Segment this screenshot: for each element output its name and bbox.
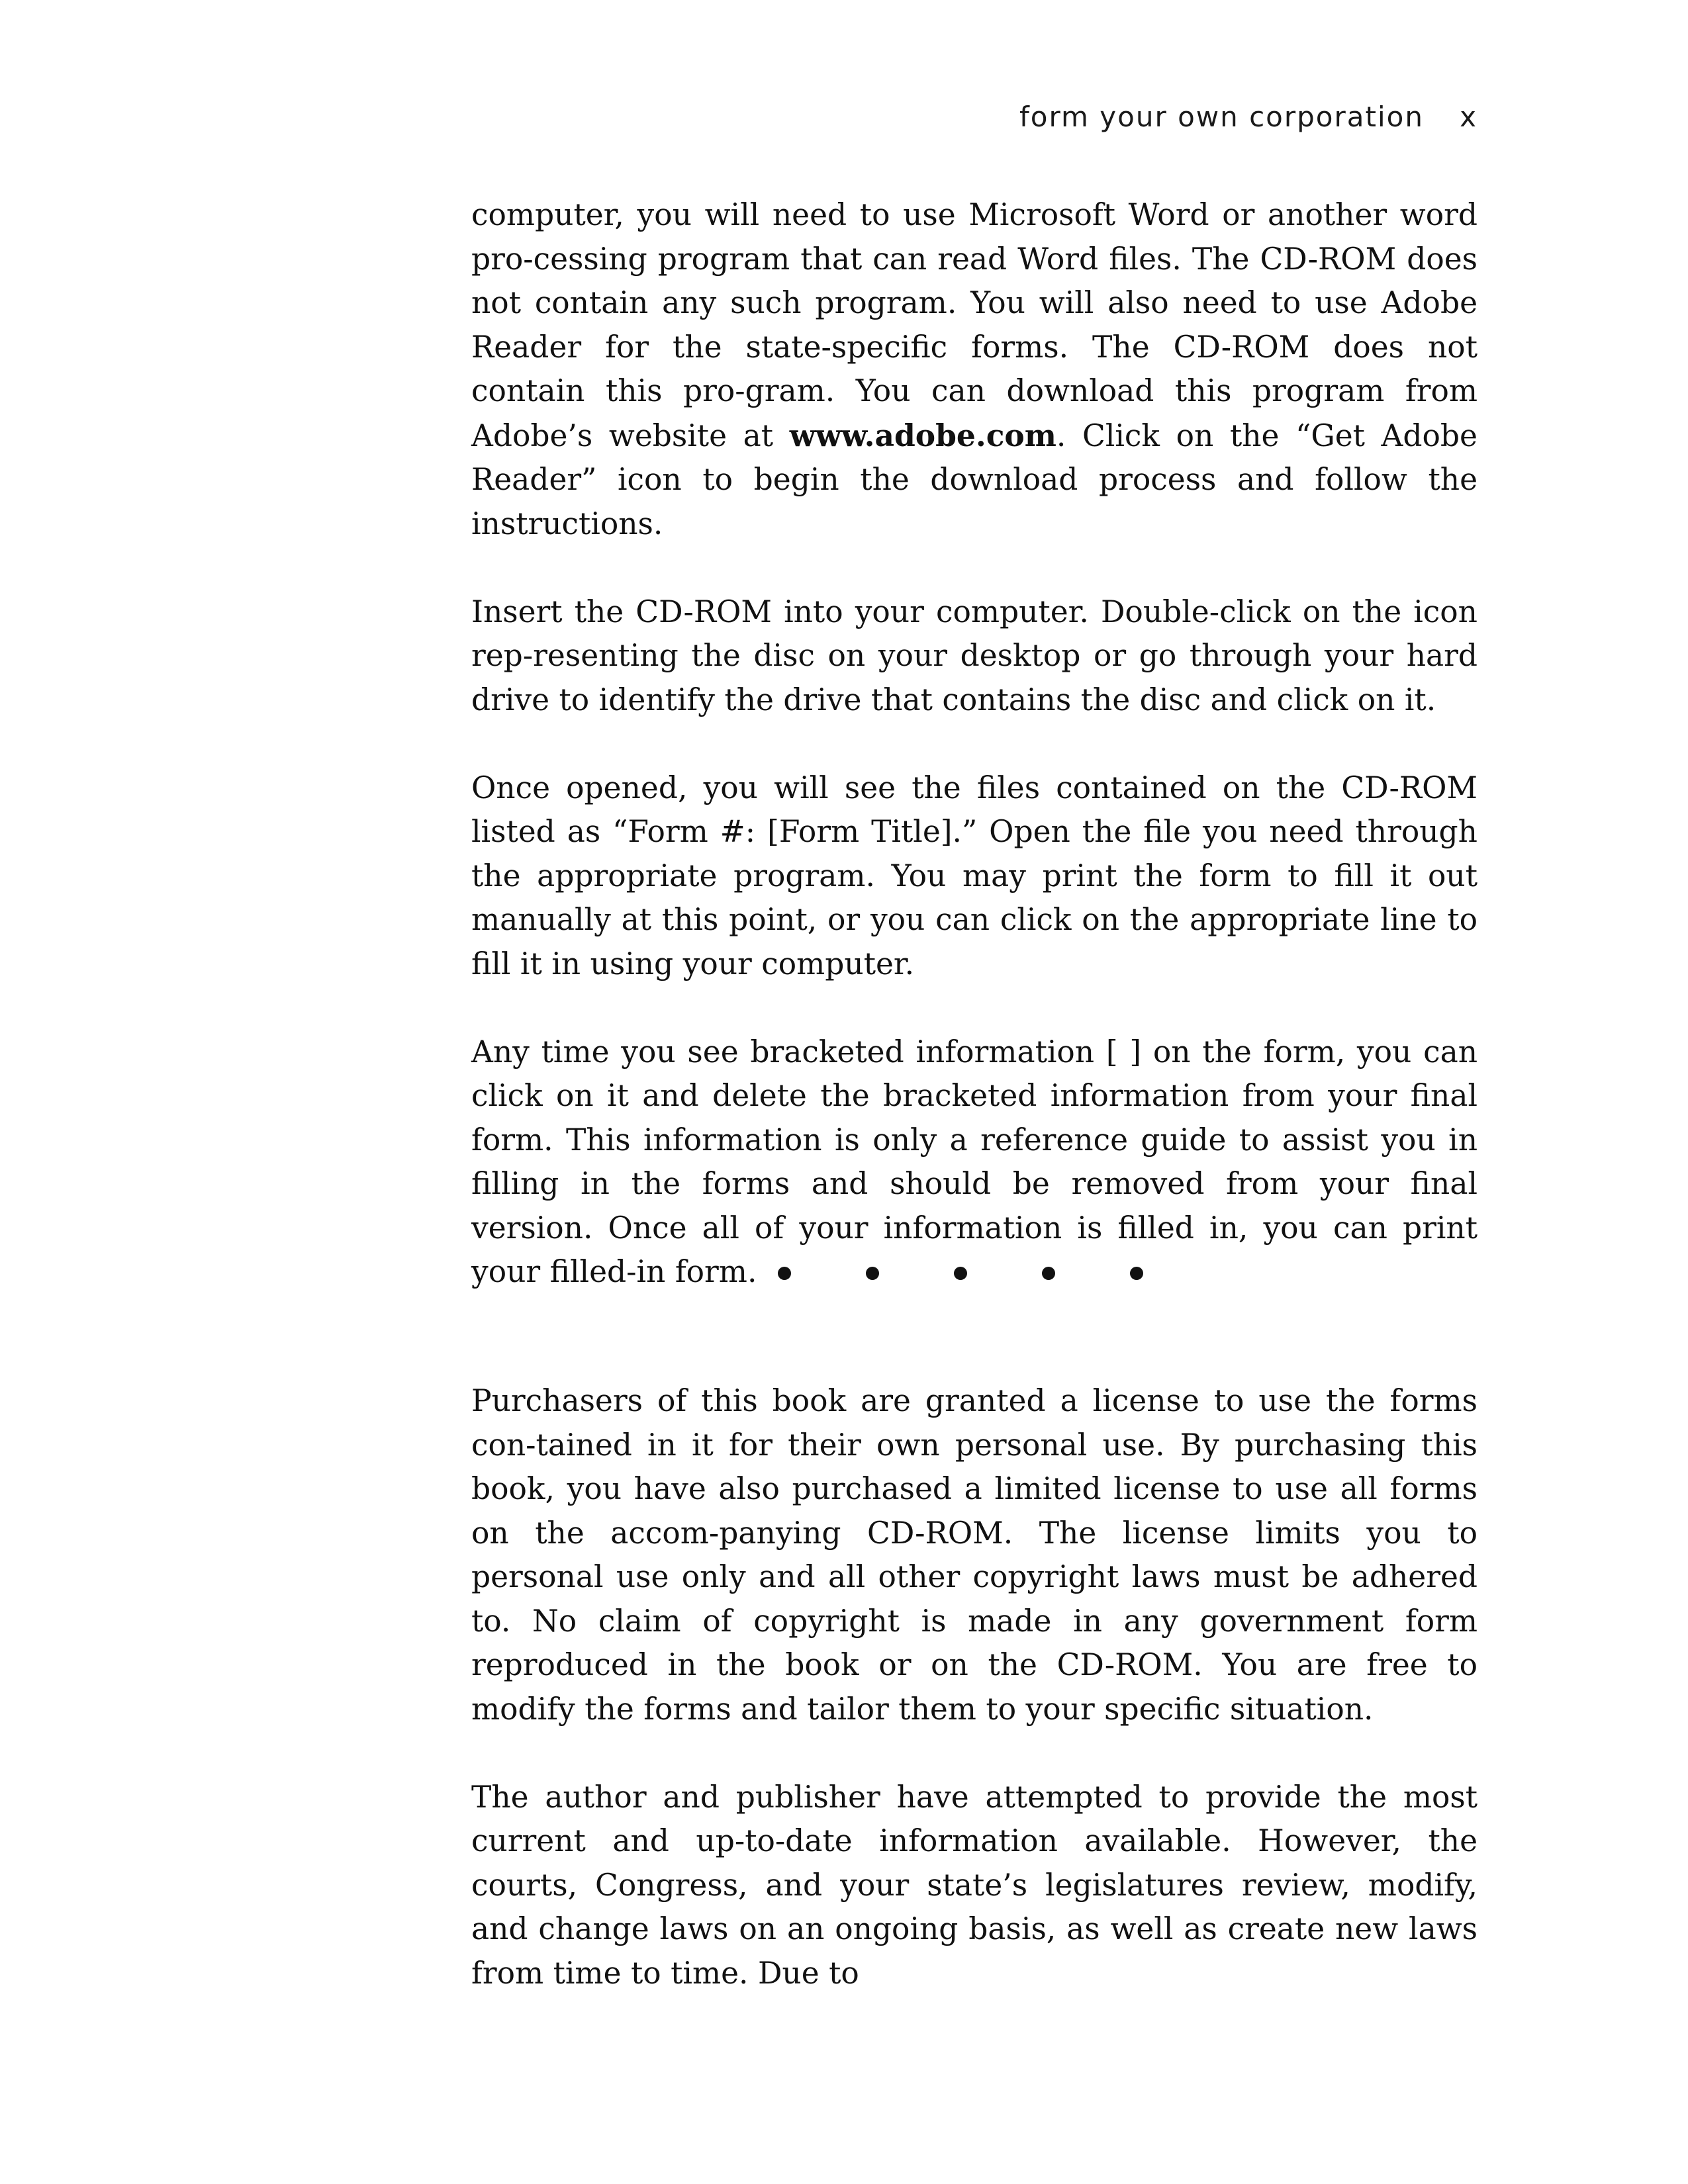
ornament-dot (1042, 1267, 1055, 1280)
ornament-dot (1130, 1267, 1143, 1280)
instructions-text-block (471, 193, 1477, 1295)
page-number: x (1460, 101, 1477, 133)
running-head (993, 101, 1477, 147)
license-text-block (471, 1379, 1477, 1995)
paragraph-text: . Click on the “Get Adobe Reader” icon to begin the download process and follow the instructions. (471, 418, 1477, 541)
ornament-dot (778, 1267, 791, 1280)
adobe-url: www.adobe.com (789, 417, 1056, 453)
paragraph-disclaimer: The author and publisher have attempted to provide the most current and up-to-date information available. However, the courts, Congress, and your state’s legislatures review, modify, and change laws on an ongoing basis, as well as create new laws from time to time. Due to (471, 1779, 1477, 1991)
paragraph-insert-cd: Insert the CD-ROM into your computer. Double-click on the icon rep-resenting the disc on your desktop or go through your hard drive to identify the drive that contains the disc and click on it. (471, 594, 1477, 717)
ornament-dot (954, 1267, 967, 1280)
paragraph-open-files: Once opened, you will see the files contained on the CD-ROM listed as “Form #: [Form Title].” Open the file you need through the appropriate program. You may print the form to fill it out manually at this point, or you can click on the appropriate line to fill it in using your computer. (471, 770, 1477, 981)
ornament-dot (866, 1267, 879, 1280)
paragraph-bracketed-info: Any time you see bracketed information [ ] on the form, you can click on it and delete the bracketed information from your final form. This information is only a reference guide to assist you in filling in the forms and should be removed from your final version. Once all of your information is filled in, you can print your filled-in form. (471, 1034, 1477, 1289)
paragraph-license: Purchasers of this book are granted a license to use the forms con-tained in it for their own personal use. By purchasing this book, you have also purchased a limited license to use all forms on the accom-panying CD-ROM. The license limits you to personal use only and all other copyright laws must be adhered to. No claim of copyright is made in any government form reproduced in the book or on the CD-ROM. You are free to modify the forms and tailor them to your specific situation. (471, 1383, 1477, 1727)
paragraph-text: computer, you will need to use Microsoft Word or another word pro-cessing program that can read Word files. The CD-ROM does not contain any such program. You will also need to use Adobe Reader for the state-specific forms. The CD-ROM does not contain this pro-gram. You can download this program from Adobe’s website at (471, 197, 1477, 453)
section-break-ornament (778, 1264, 1175, 1284)
running-title: form your own corporation (1019, 101, 1424, 133)
paragraph-software-requirements (471, 193, 1477, 546)
